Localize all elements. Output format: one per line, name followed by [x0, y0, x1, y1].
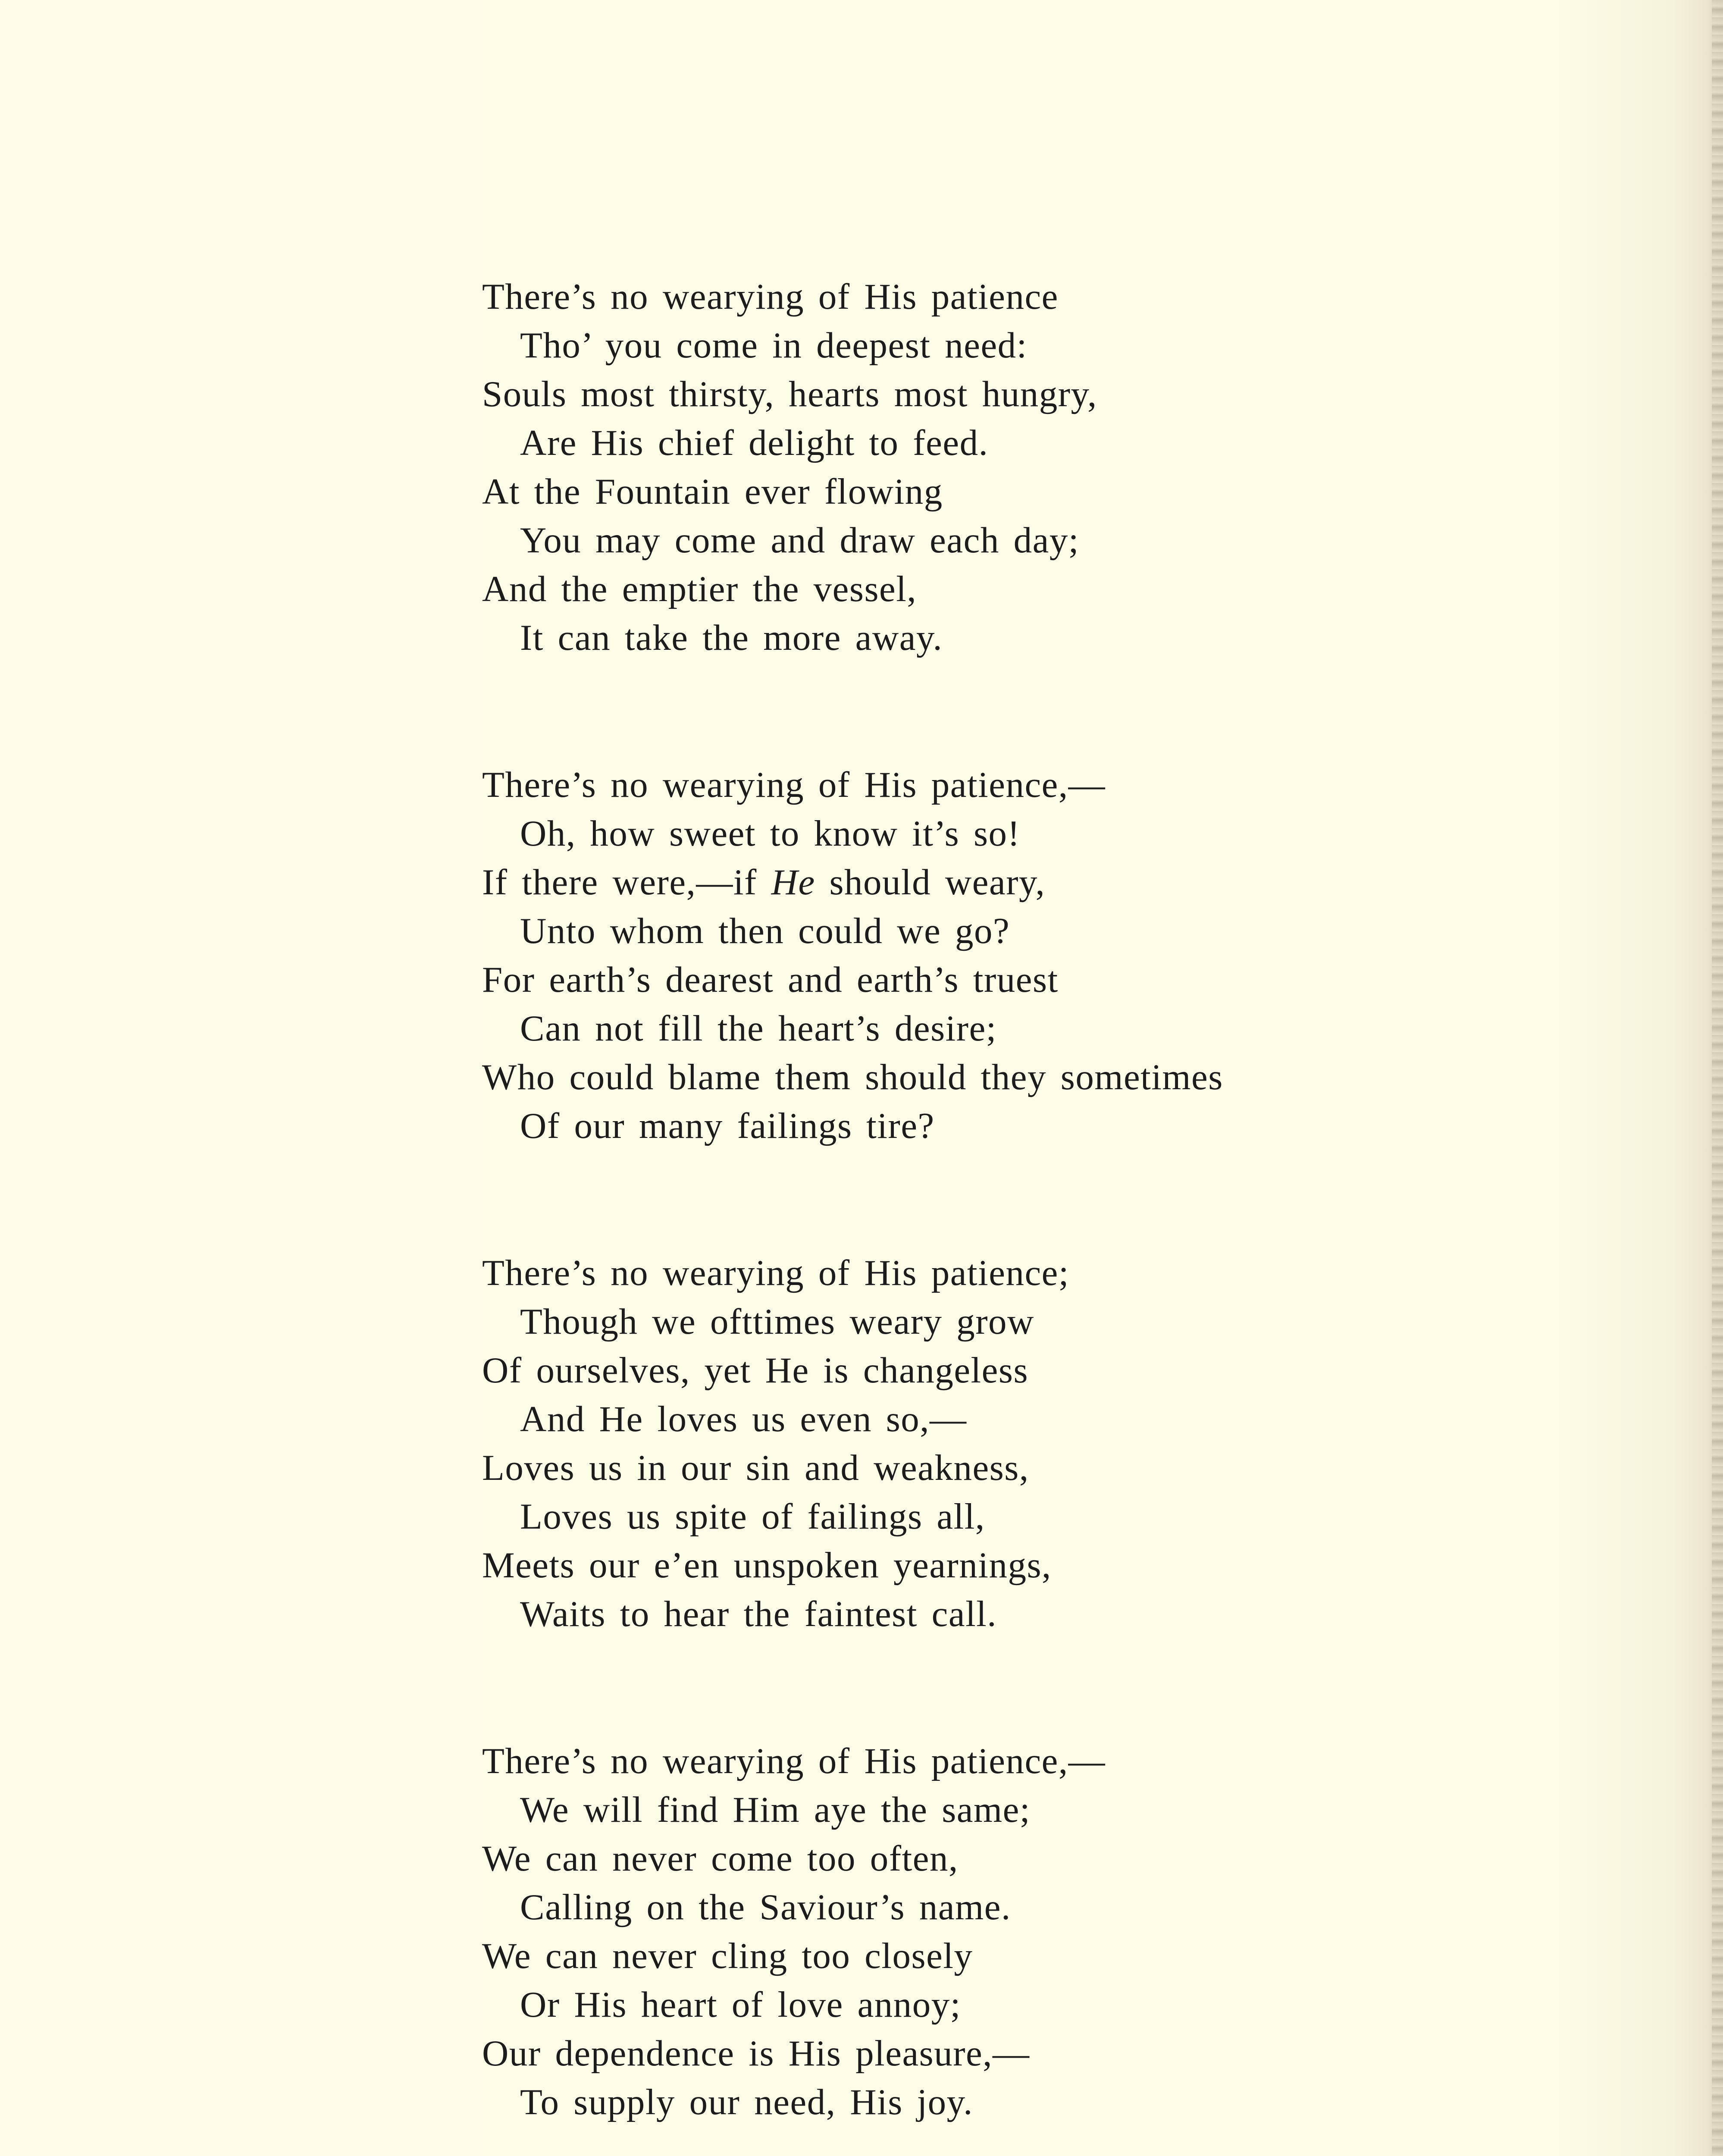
poem-line: At the Fountain ever flowing [482, 471, 943, 512]
poem-line: For earth’s dearest and earth’s truest [482, 959, 1059, 1000]
stanza-3 [482, 1249, 1474, 1639]
poem-line: Our dependence is His pleasure,— [482, 2033, 1030, 2074]
poem-line: If there were,—if He should weary, [482, 862, 1046, 903]
poem-line: Waits to hear the faintest call. [520, 1594, 997, 1634]
poem-line: We will find Him aye the same; [520, 1789, 1031, 1830]
poem-line: Of ourselves, yet He is changeless [482, 1350, 1029, 1391]
poem-line: Or His heart of love annoy; [520, 1984, 961, 2025]
stanza-1 [482, 273, 1474, 662]
poem-line: We can never cling too closely [482, 1936, 973, 1976]
poem-line: Are His chief delight to feed. [520, 423, 989, 463]
poem-line: Who could blame them should they sometimes [482, 1057, 1223, 1097]
poem-line: Loves us in our sin and weakness, [482, 1448, 1029, 1488]
poem-line: It can take the more away. [520, 617, 943, 658]
poem-line: Calling on the Saviour’s name. [520, 1887, 1011, 1927]
poem-line: Meets our e’en unspoken yearnings, [482, 1545, 1052, 1586]
poem-line: Tho’ you come in deepest need: [520, 325, 1028, 366]
poem-line: Of our many failings tire? [520, 1106, 935, 1146]
stanza-2 [482, 761, 1474, 1150]
poem-line: And the emptier the vessel, [482, 569, 917, 609]
poem-line: There’s no wearying of His patience [482, 276, 1059, 317]
poem-line: There’s no wearying of His patience,— [482, 765, 1106, 805]
poem-line: Though we ofttimes weary grow [520, 1301, 1034, 1342]
poem-line: There’s no wearying of His patience,— [482, 1741, 1106, 1781]
poem-line: And He loves us even so,— [520, 1399, 967, 1439]
poem-line: Souls most thirsty, hearts most hungry, [482, 374, 1097, 414]
stanza-4 [482, 1737, 1474, 2127]
poem-line: Can not fill the heart’s desire; [520, 1008, 997, 1049]
poem-line: Unto whom then could we go? [520, 911, 1010, 951]
poem-line: You may come and draw each day; [520, 520, 1079, 561]
poem-line: There’s no wearying of His patience; [482, 1253, 1070, 1293]
poem-line: Loves us spite of failings all, [520, 1496, 985, 1537]
page-edge [1712, 0, 1723, 2156]
emphasis-word: He [771, 862, 815, 903]
poem-line: We can never come too often, [482, 1838, 959, 1879]
poem-line: To supply our need, His joy. [520, 2082, 973, 2122]
poem-line: Oh, how sweet to know it’s so! [520, 813, 1021, 854]
